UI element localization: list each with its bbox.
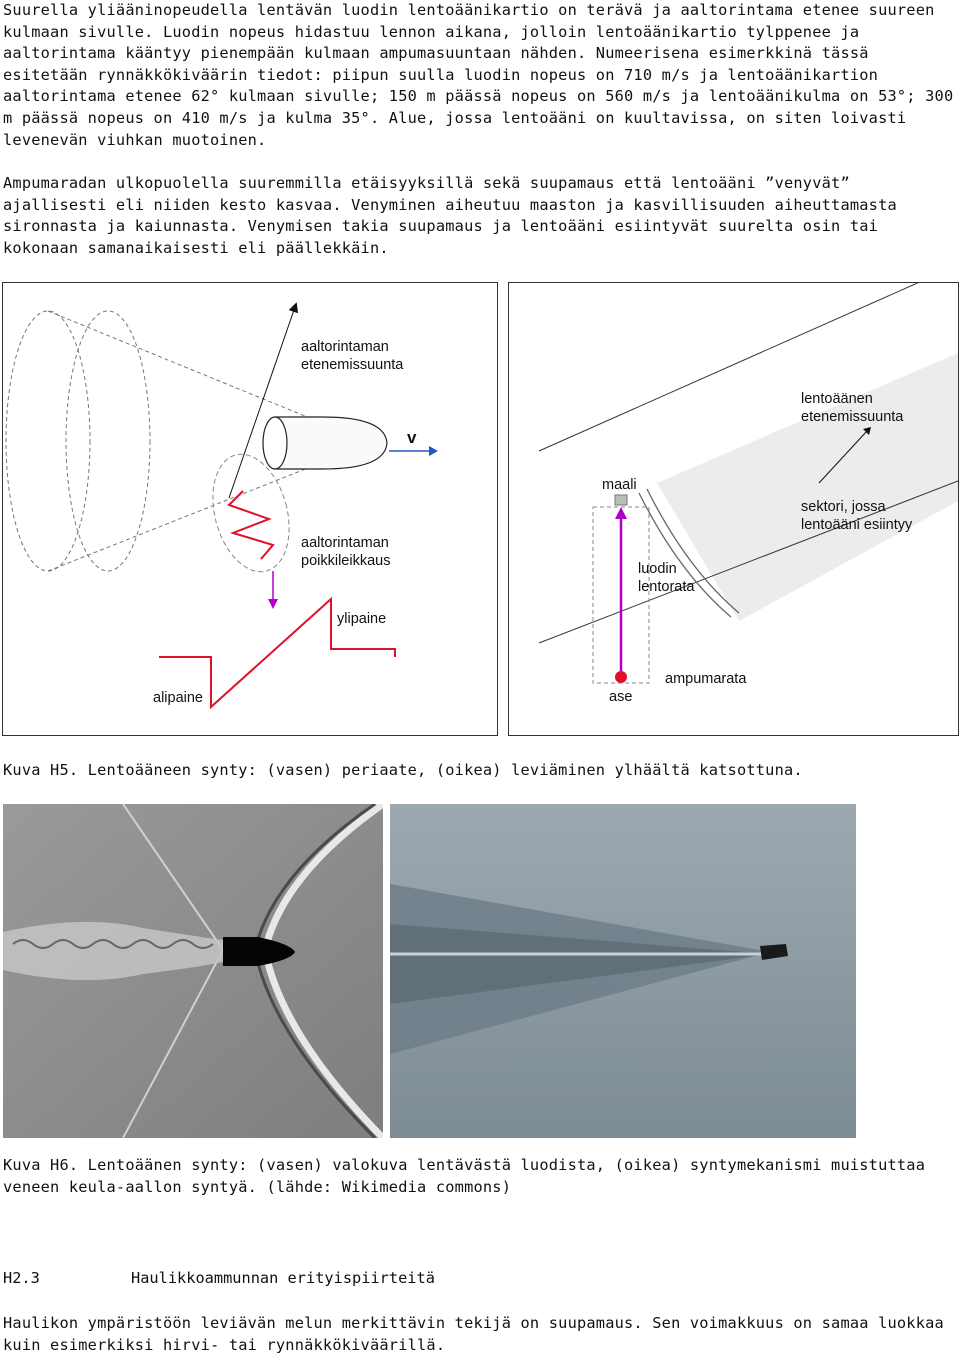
pressure-zigzag-red — [229, 491, 273, 559]
label-underpressure: alipaine — [153, 690, 203, 706]
section-number: H2.3 — [3, 1269, 40, 1287]
label-wavefront-direction-1: aaltorintaman — [301, 339, 389, 355]
label-wavefront-direction-2: etenemissuunta — [301, 357, 404, 373]
figure-h5-left — [2, 282, 498, 736]
label-trajectory-1: luodin — [638, 561, 677, 577]
boat-wake-graphic — [390, 804, 856, 1138]
bullet-shape — [275, 417, 387, 469]
intro-paragraph: Suurella yliääninopeudella lentävän luodin lentoäänikartio on terävä ja aaltorintama etenee suureen kulmaan sivulle. Luodin nopeus hidastuu lennon aikana, jolloin lentoäänikartio tylppenee ja aaltorintama kääntyy pienempään kulmaan ampumasuuntaan nähden. Numeerisena esimerkkinä tässä esitetään rynnäkkökiväärin tiedot: piipun suulla luodin nopeus on 710 m/s ja lentoäänikartion aaltorintama etenee 62° kulmaan sivulle; 150 m päässä nopeus on 560 m/s ja lentoäänikulma on 53°; 300 m päässä nopeus on 410 m/s ja kulma 35°. Alue, jossa lentoääni on kuultavissa, on siten loivasti levenevän viuhkan muotoinen. — [3, 1, 954, 149]
label-sound-direction-1: lentoäänen — [801, 391, 873, 407]
cone-ellipse-back — [6, 311, 90, 571]
target-marker — [615, 495, 627, 505]
caption-h6-line1: Kuva H6. Lentoäänen synty: (vasen) valokuva lentävästä luodista, (oikea) syntymekanismi muistuttaa — [3, 1156, 926, 1174]
label-velocity: v — [407, 428, 417, 447]
label-cross-section-1: aaltorintaman — [301, 535, 389, 551]
sound-propagation-diagram — [509, 283, 958, 735]
gun-marker — [615, 671, 627, 683]
label-overpressure: ylipaine — [337, 611, 387, 627]
section-heading — [3, 1268, 435, 1290]
bullet-photo-graphic — [3, 804, 383, 1138]
caption-h6-line2: veneen keula-aallon syntyä. (lähde: Wikimedia commons) — [3, 1178, 512, 1196]
shotgun-paragraph: Haulikon ympäristöön leviävän melun merkittävin tekijä on suupamaus. Sen voimakkuus on samaa luokkaa kuin esimerkiksi hirvi- tai rynnäkkökiväärillä. — [3, 1314, 944, 1354]
section-title: Haulikkoammunnan erityispiirteitä — [131, 1269, 435, 1287]
label-gun: ase — [609, 689, 633, 705]
bullet-base — [263, 417, 287, 469]
label-sector-2: lentoääni esiintyy — [801, 517, 913, 533]
caption-h5: Kuva H5. Lentoääneen synty: (vasen) periaate, (oikea) leviäminen ylhäältä katsottuna. — [3, 761, 803, 779]
label-target: maali — [602, 477, 637, 493]
label-cross-section-2: poikkileikkaus — [301, 553, 391, 569]
label-sound-direction-2: etenemissuunta — [801, 409, 904, 425]
cone-ellipse-front — [66, 311, 150, 571]
photo-boat-wake — [390, 804, 856, 1138]
cross-section-arrowhead — [268, 599, 278, 609]
label-sector-1: sektori, jossa — [801, 499, 886, 515]
bullet-shockwave-diagram — [3, 283, 497, 735]
velocity-arrowhead — [429, 446, 438, 456]
photo-bullet-shockwave — [3, 804, 383, 1138]
label-range: ampumarata — [665, 671, 747, 687]
figure-h5-right — [508, 282, 959, 736]
label-trajectory-2: lentorata — [638, 579, 695, 595]
trajectory-arrowhead — [615, 507, 627, 519]
stretching-paragraph: Ampumaradan ulkopuolella suuremmilla etäisyyksillä sekä suupamaus että lentoääni ”venyvät” ajallisesti eli niiden kesto kasvaa. Venyminen aiheutuu maaston ja kasvillisuuden aiheuttamasta sironnasta ja kaiunnasta. Venymisen takia suupamaus ja lentoääni esiintyvät suurelta osin tai kokonaan samanaikaisesti eli päällekkäin. — [3, 174, 897, 257]
